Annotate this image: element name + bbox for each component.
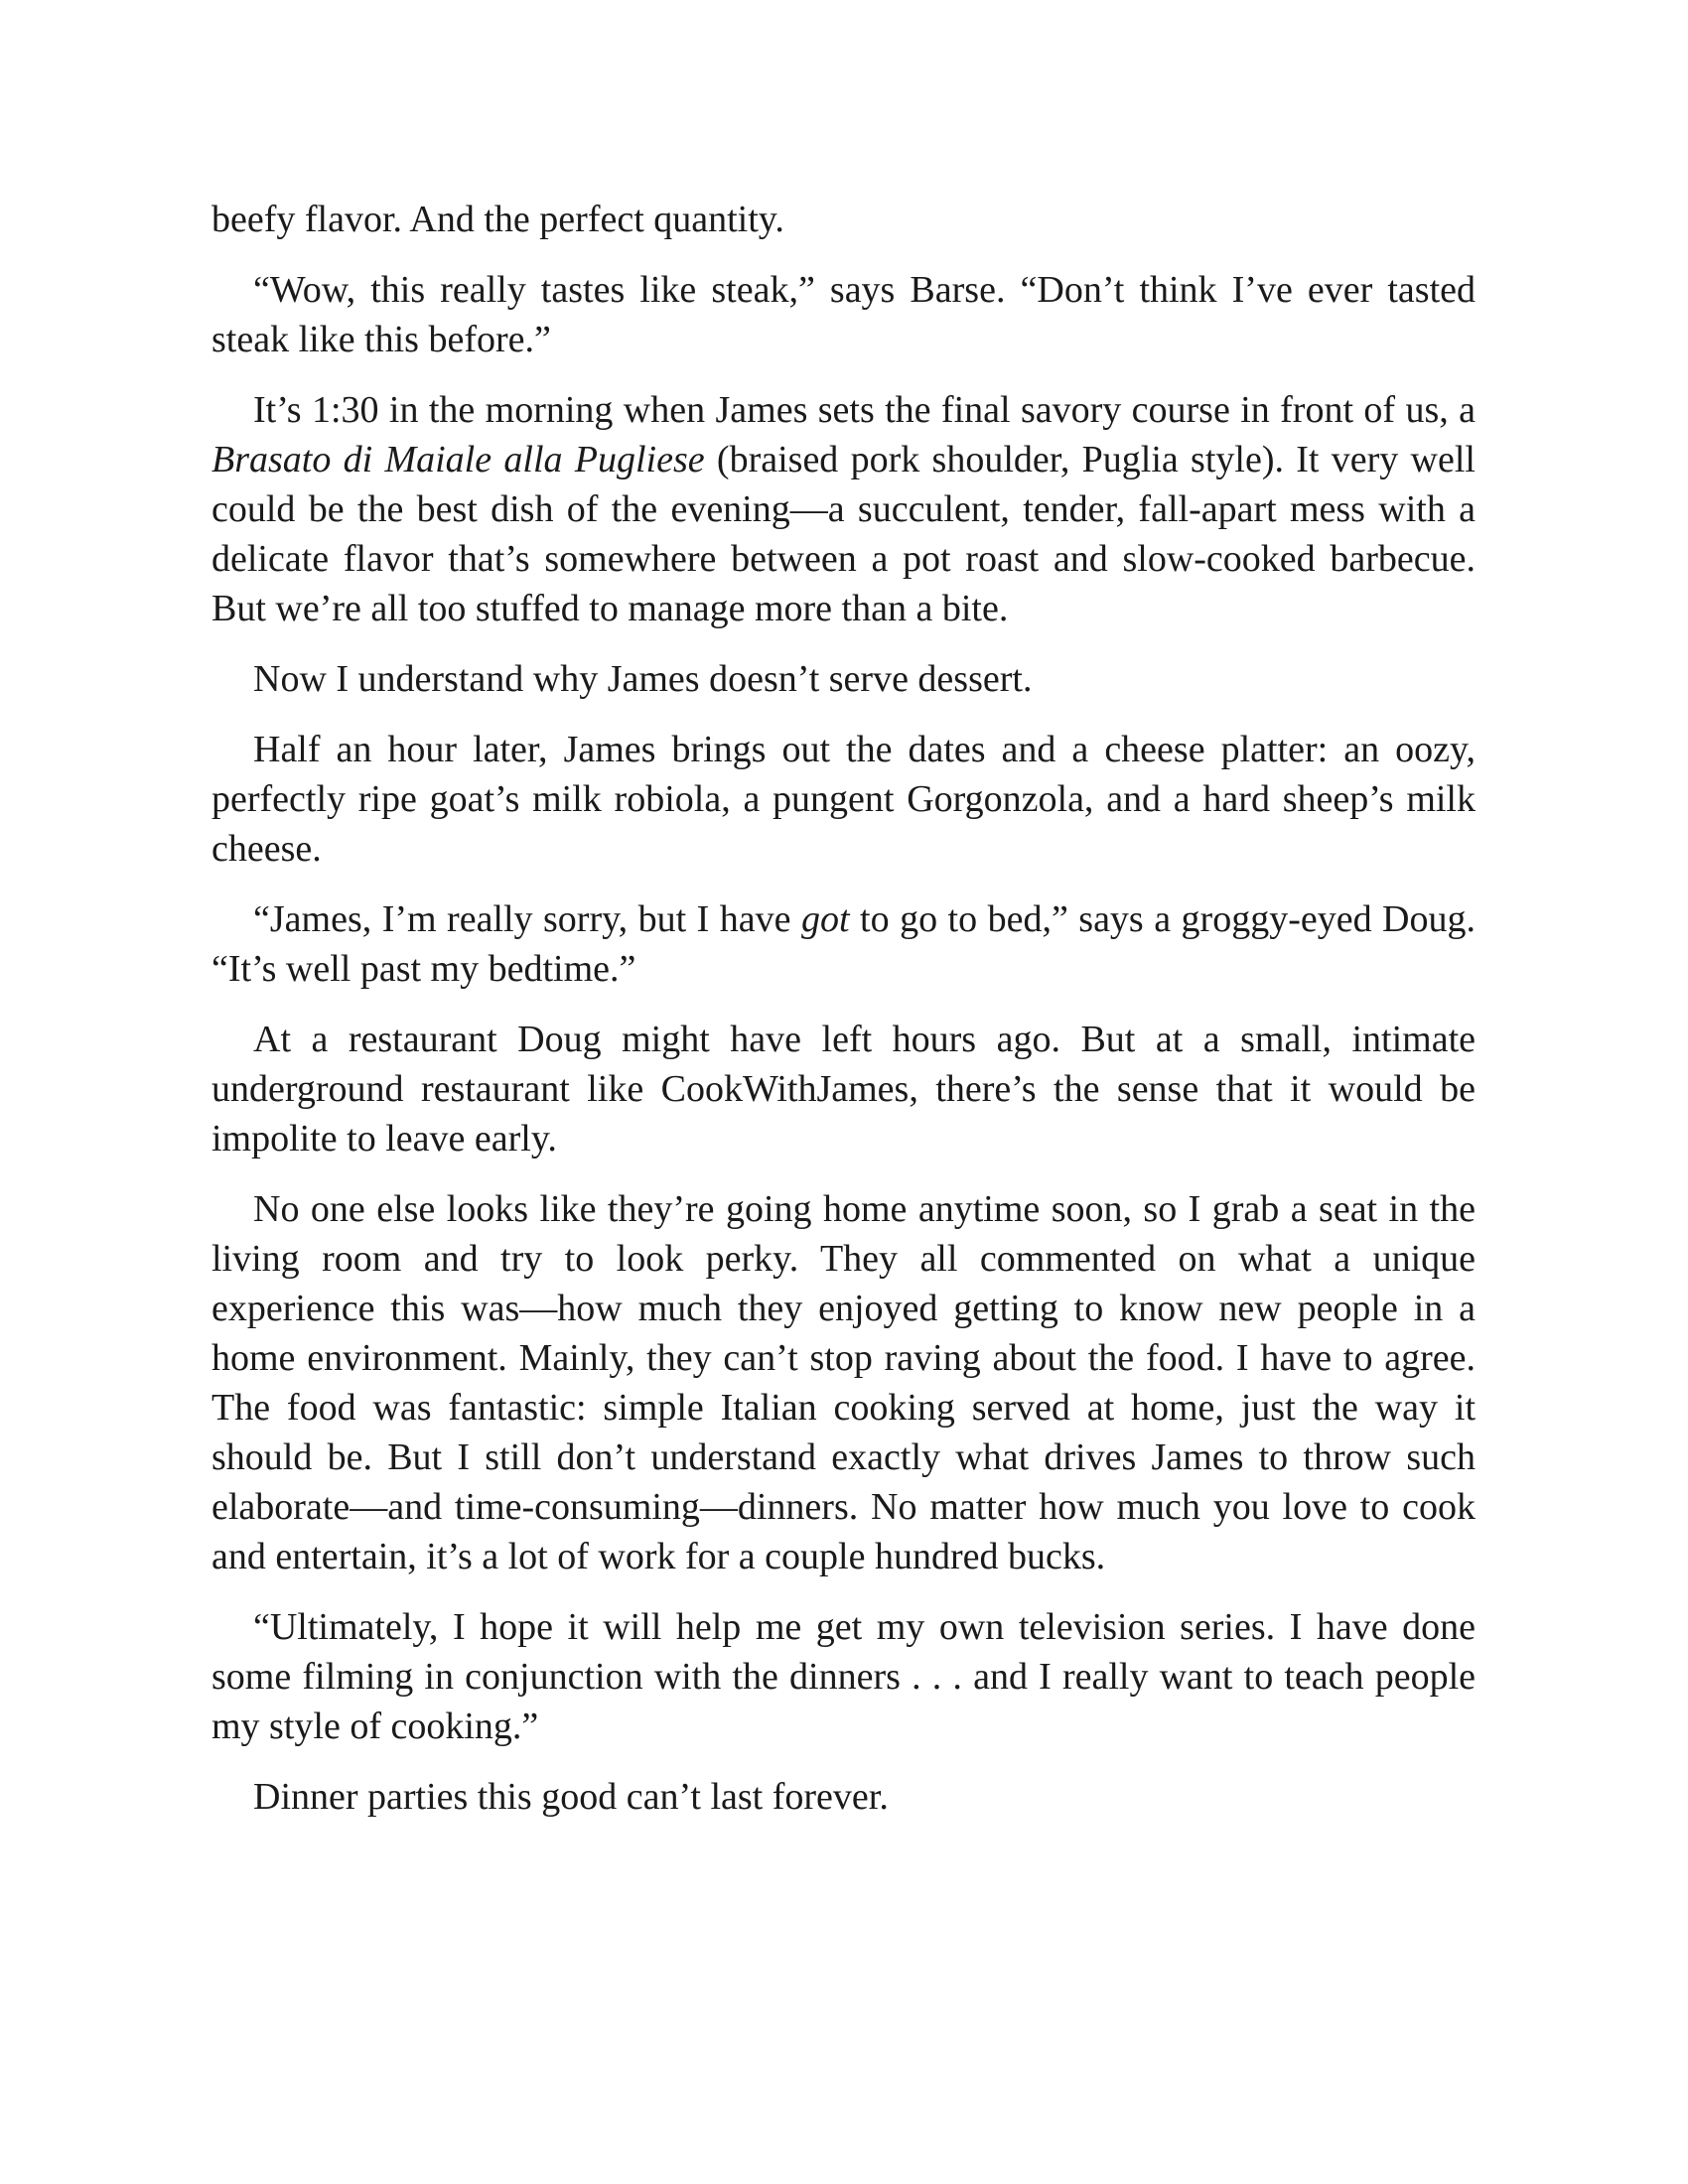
paragraph: [211, 894, 1476, 994]
paragraph-text: At a restaurant Doug might have left hours ago. But at a small, intimate underground restaurant like CookWithJames, there’s the sense that it would be impolite to leave early.: [211, 1019, 1476, 1160]
paragraph: [211, 195, 1476, 244]
paragraph-text: Dinner parties this good can’t last forever.: [253, 1776, 889, 1818]
paragraph-text: to go to bed,” says a groggy-eyed Doug. “It’s well past my bedtime.”: [211, 898, 1476, 990]
paragraph: [211, 385, 1476, 633]
paragraph: [211, 654, 1476, 704]
emphasis-italic: got: [801, 898, 850, 940]
paragraph-text: It’s 1:30 in the morning when James sets the final savory course in front of us, a: [253, 389, 1476, 431]
paragraph: [211, 1015, 1476, 1163]
paragraph-text: Now I understand why James doesn’t serve dessert.: [253, 658, 1033, 700]
paragraph-text: No one else looks like they’re going home anytime soon, so I grab a seat in the living room and try to look perky. They all commented on what a unique experience this was—how much they enjoyed getting to know new people in a home environment. Mainly, they can’t stop raving about the food. I have to agree. The food was fantastic: simple Italian cooking served at home, just the way it should be. But I still don’t understand exactly what drives James to throw such elaborate—and time-consuming—dinners. No matter how much you love to cook and entertain, it’s a lot of work for a couple hundred bucks.: [211, 1188, 1476, 1577]
paragraph-text: Half an hour later, James brings out the dates and a cheese platter: an oozy, perfectly ripe goat’s milk robiola, a pungent Gorgonzola, and a hard sheep’s milk cheese.: [211, 729, 1476, 870]
paragraph: [211, 1184, 1476, 1581]
paragraph-text: (braised pork shoulder, Puglia style). It very well could be the best dish of the evening—a succulent, tender, fall-apart mess with a delicate flavor that’s somewhere between a pot roast and slow-cooked barbecue. But we’re all too stuffed to manage more than a bite.: [211, 439, 1476, 629]
paragraph: [211, 1772, 1476, 1822]
paragraph: [211, 265, 1476, 364]
paragraph-text: “Wow, this really tastes like steak,” says Barse. “Don’t think I’ve ever tasted steak like this before.”: [211, 269, 1476, 360]
paragraph: [211, 1602, 1476, 1751]
page-body: [211, 195, 1476, 1843]
dish-name-italic: Brasato di Maiale alla Pugliese: [211, 439, 705, 480]
paragraph-text: beefy flavor. And the perfect quantity.: [211, 199, 784, 240]
paragraph-text: “James, I’m really sorry, but I have: [253, 898, 801, 940]
paragraph-text: “Ultimately, I hope it will help me get my own television series. I have done some filming in conjunction with the dinners . . . and I really want to teach people my style of cooking.”: [211, 1606, 1476, 1747]
paragraph: [211, 725, 1476, 874]
